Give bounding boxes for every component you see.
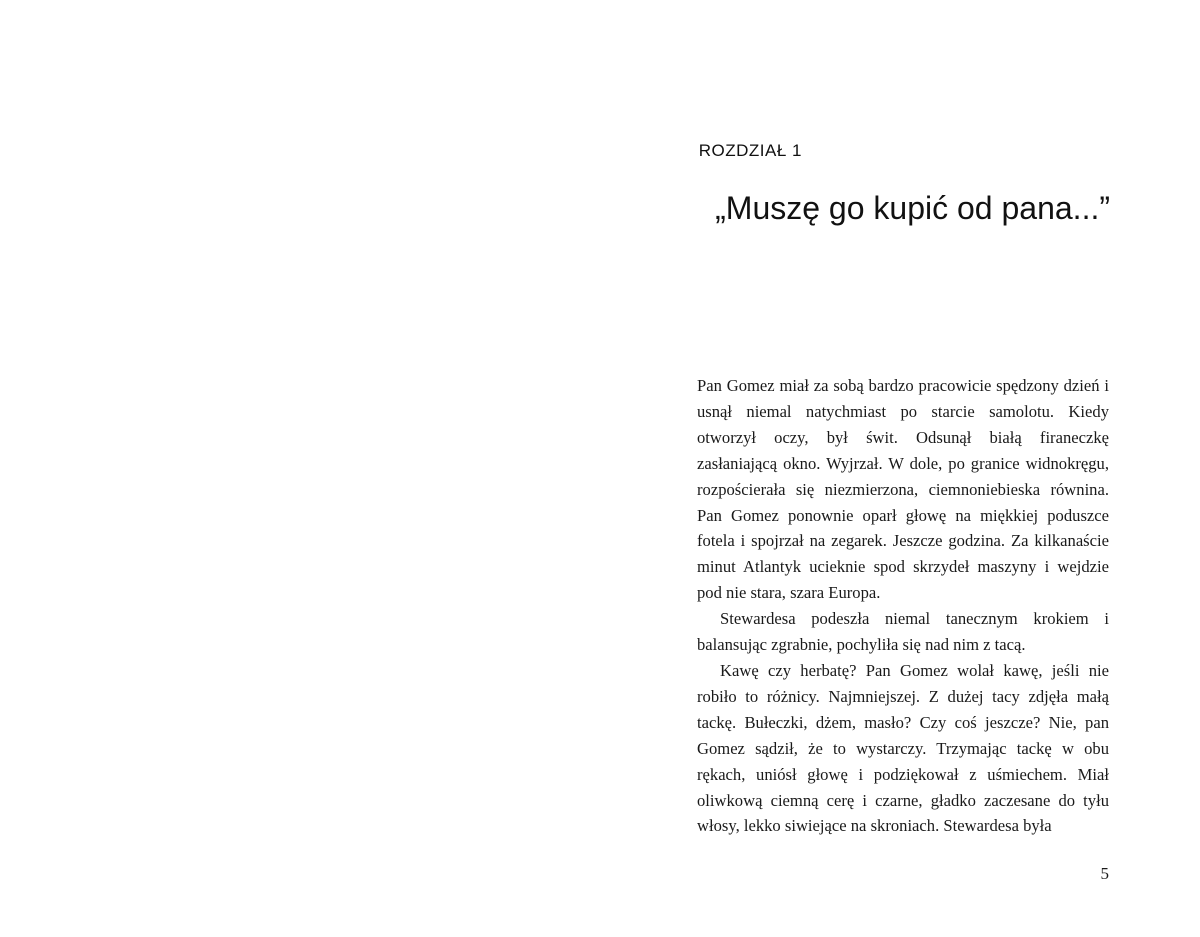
paragraph-1: Pan Gomez miał za sobą bardzo pracowicie spędzony dzień i usnął niemal natychmiast po starcie samolotu. Kiedy otworzył oczy, był świt. Odsunął białą firaneczkę zasłaniającą okno. Wyjrzał. W dole, po granice widnokręgu, rozpościerała się niezmierzona, ciemnoniebieska równina. Pan Gomez ponownie oparł głowę na miękkiej poduszce fotela i spojrzał na zegarek. Jeszcze godzina. Za kilkanaście minut Atlantyk ucieknie spod skrzydeł maszyny i wejdzie pod nie stara, szara Europa.	[697, 376, 1109, 603]
right-page	[600, 0, 1200, 937]
paragraph-2: Stewardesa podeszła niemal tanecznym krokiem i balansując zgrabnie, pochyliła się nad nim z tacą.	[697, 609, 1109, 655]
chapter-label: ROZDZIAŁ 1	[698, 141, 802, 160]
chapter-title: „Muszę go kupić od pana...”	[715, 190, 1110, 226]
body-text	[697, 373, 1109, 839]
paragraph-3: Kawę czy herbatę? Pan Gomez wolał kawę, jeśli nie robiło to różnicy. Najmniejszej. Z dużej tacy zdjęła małą tackę. Bułeczki, dżem, masło? Czy coś jeszcze? Nie, pan Gomez sądził, że to wystarczy. Trzymając tackę w obu rękach, uniósł głowę i podziękował z uśmiechem. Miał oliwkową ciemną cerę i czarne, gładko zaczesane do tyłu włosy, lekko siwiejące na skroniach. Stewardesa była	[697, 660, 1109, 836]
page-number: 5	[1100, 864, 1109, 883]
